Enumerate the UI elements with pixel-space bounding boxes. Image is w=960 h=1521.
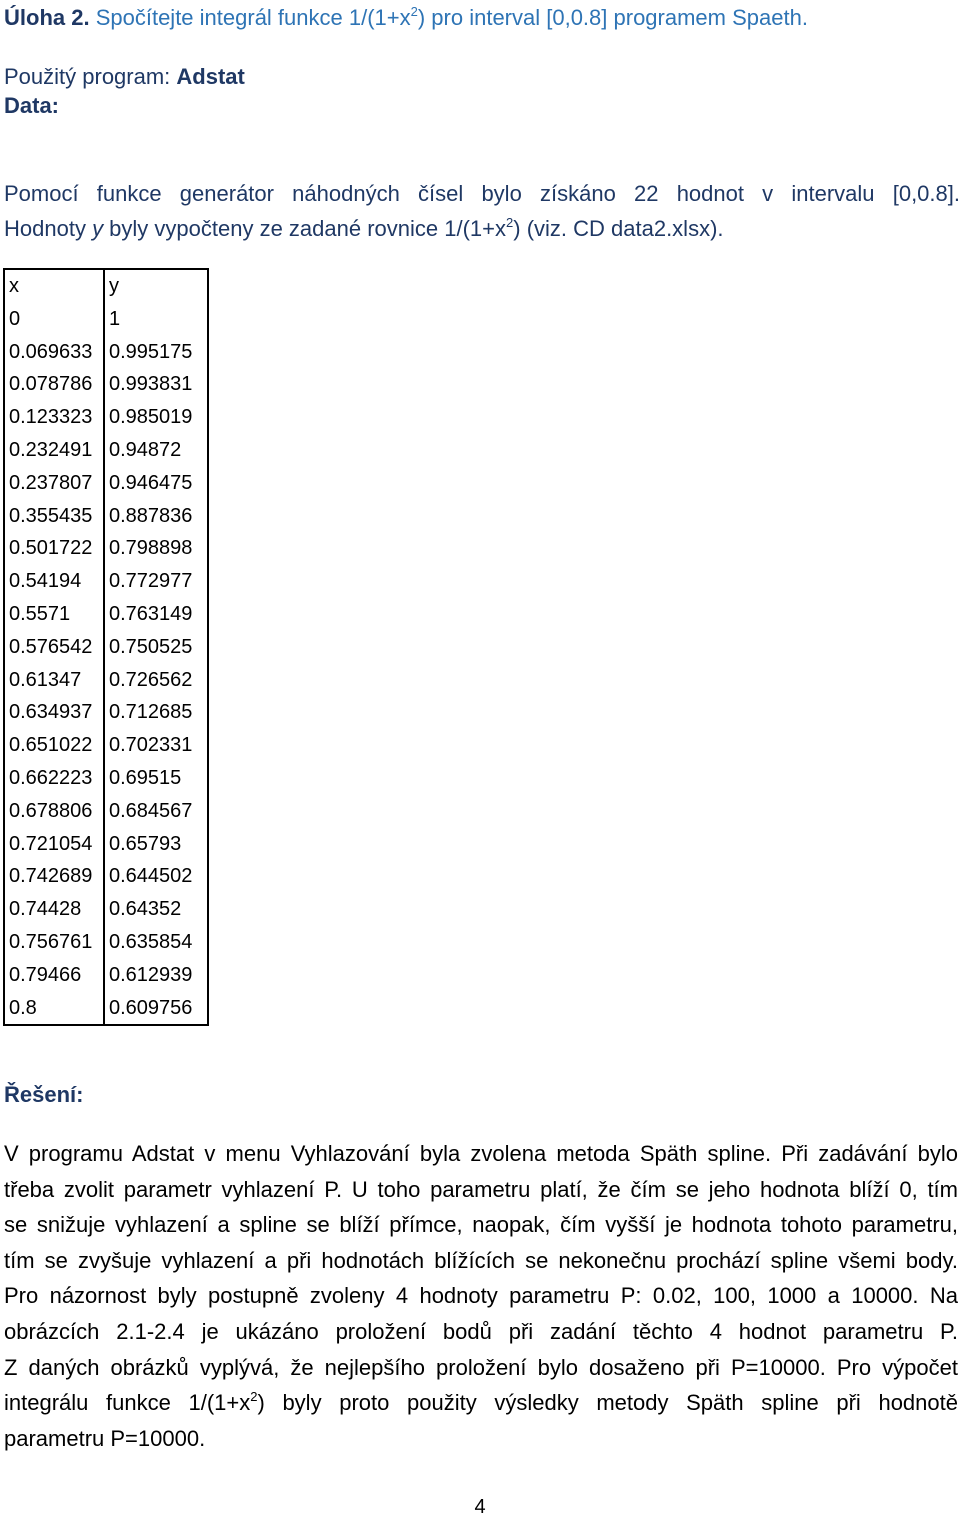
cell-x: 0.662223 [4, 762, 104, 795]
intro-line-1: Pomocí funkce generátor náhodných čísel bylo získáno 22 hodnot v intervalu [0,0.8]. [4, 181, 960, 206]
cell-y: 0.702331 [104, 729, 208, 762]
cell-x: 0.576542 [4, 631, 104, 664]
cell-x: 0.069633 [4, 336, 104, 369]
cell-x: 0.678806 [4, 795, 104, 828]
table-row [4, 762, 208, 795]
task-text-b: ) pro interval [0,0.8] programem Spaeth. [417, 5, 808, 30]
cell-x: 0.634937 [4, 696, 104, 729]
cell-y: 0.712685 [104, 696, 208, 729]
program-line [4, 62, 245, 92]
solution-line-3: se snižuje vyhlazení a spline se blíží přímce, naopak, čím vyšší je hodnota tohoto parametru, [4, 1212, 958, 1238]
cell-y: 0.887836 [104, 500, 208, 533]
cell-x: 0.078786 [4, 368, 104, 401]
solution-exponent: 2 [250, 1389, 258, 1405]
table-row [4, 729, 208, 762]
cell-x: 0.721054 [4, 828, 104, 861]
header-x: x [4, 269, 104, 303]
intro-line-2-a: Hodnoty [4, 216, 93, 241]
table-row [4, 992, 208, 1026]
cell-x: 0 [4, 303, 104, 336]
table-row [4, 631, 208, 664]
solution-line-7: Z daných obrázků vyplývá, že nejlepšího proložení bylo dosaženo při P=10000. Pro výpočet [4, 1354, 958, 1380]
data-table [3, 268, 209, 1026]
table-row [4, 500, 208, 533]
table-row [4, 565, 208, 598]
table-row [4, 828, 208, 861]
table-row [4, 926, 208, 959]
task-heading [4, 3, 808, 33]
cell-y: 0.609756 [104, 992, 208, 1026]
cell-y: 0.684567 [104, 795, 208, 828]
page-number: 4 [474, 1496, 486, 1518]
solution-line-9: parametru P=10000. [4, 1425, 206, 1451]
cell-x: 0.61347 [4, 664, 104, 697]
cell-x: 0.5571 [4, 598, 104, 631]
cell-y: 0.985019 [104, 401, 208, 434]
cell-x: 0.54194 [4, 565, 104, 598]
table-row [4, 532, 208, 565]
table-row [4, 336, 208, 369]
cell-y: 0.94872 [104, 434, 208, 467]
cell-y: 0.644502 [104, 860, 208, 893]
table-row [4, 401, 208, 434]
cell-y: 0.69515 [104, 762, 208, 795]
cell-x: 0.74428 [4, 893, 104, 926]
cell-x: 0.501722 [4, 532, 104, 565]
table-header-row [4, 269, 208, 303]
cell-x: 0.79466 [4, 959, 104, 992]
cell-x: 0.756761 [4, 926, 104, 959]
cell-y: 0.763149 [104, 598, 208, 631]
cell-y: 0.798898 [104, 532, 208, 565]
solution-line-4: tím se zvyšuje vyhlazení a při hodnotách blížících se nekonečnu prochází spline všemi body. [4, 1247, 958, 1273]
cell-y: 0.772977 [104, 565, 208, 598]
program-label: Použitý program: [4, 64, 177, 89]
table-row [4, 598, 208, 631]
intro-line-2-c: ) (viz. CD data2.xlsx). [513, 216, 724, 241]
cell-y: 0.993831 [104, 368, 208, 401]
data-heading: Data: [4, 93, 60, 118]
intro-paragraph [4, 176, 960, 246]
solution-line-6: obrázcích 2.1-2.4 je ukázáno proložení bodů při zadání těchto 4 hodnot parametru P. [4, 1318, 958, 1344]
cell-x: 0.232491 [4, 434, 104, 467]
solution-line-8 [4, 1385, 958, 1421]
table-row [4, 303, 208, 336]
intro-line-2-b: byly vypočteny ze zadané rovnice 1/(1+x [103, 216, 507, 241]
solution-line-8-b: ) byly proto použity výsledky metody Späth spline při hodnotě [257, 1390, 958, 1416]
table-row [4, 696, 208, 729]
cell-y: 0.726562 [104, 664, 208, 697]
cell-y: 0.750525 [104, 631, 208, 664]
solution-line-5: Pro názornost byly postupně zvoleny 4 hodnoty parametru P: 0.02, 100, 1000 a 10000. Na [4, 1283, 958, 1309]
task-label: Úloha 2. [4, 5, 90, 30]
table-row [4, 795, 208, 828]
task-text [96, 5, 808, 30]
cell-y: 0.612939 [104, 959, 208, 992]
solution-heading: Řešení: [4, 1082, 84, 1107]
table-row [4, 893, 208, 926]
cell-y: 0.635854 [104, 926, 208, 959]
cell-x: 0.8 [4, 992, 104, 1026]
table-row [4, 368, 208, 401]
intro-exponent: 2 [506, 215, 514, 230]
cell-y: 0.946475 [104, 467, 208, 500]
task-exponent: 2 [410, 4, 418, 19]
cell-x: 0.123323 [4, 401, 104, 434]
cell-y: 1 [104, 303, 208, 336]
solution-line-2: třeba zvolit parametr vyhlazení P. U toho parametru platí, že čím se jeho hodnota blíží 0, tím [4, 1176, 958, 1202]
table-row [4, 860, 208, 893]
cell-x: 0.651022 [4, 729, 104, 762]
solution-paragraph [4, 1136, 958, 1456]
header-y: y [104, 269, 208, 303]
table-row [4, 959, 208, 992]
task-text-a: Spočítejte integrál funkce 1/(1+x [95, 5, 411, 30]
cell-x: 0.355435 [4, 500, 104, 533]
table-row [4, 467, 208, 500]
solution-line-1: V programu Adstat v menu Vyhlazování byla zvolena metoda Späth spline. Při zadávání bylo [4, 1141, 958, 1166]
cell-x: 0.742689 [4, 860, 104, 893]
variable-y: y [92, 216, 104, 241]
cell-y: 0.995175 [104, 336, 208, 369]
intro-line-2 [4, 216, 724, 241]
program-name: Adstat [176, 64, 245, 89]
cell-y: 0.64352 [104, 893, 208, 926]
table-row [4, 434, 208, 467]
cell-x: 0.237807 [4, 467, 104, 500]
solution-line-8-a: integrálu funkce 1/(1+x [4, 1390, 251, 1416]
cell-y: 0.65793 [104, 828, 208, 861]
table-row [4, 664, 208, 697]
